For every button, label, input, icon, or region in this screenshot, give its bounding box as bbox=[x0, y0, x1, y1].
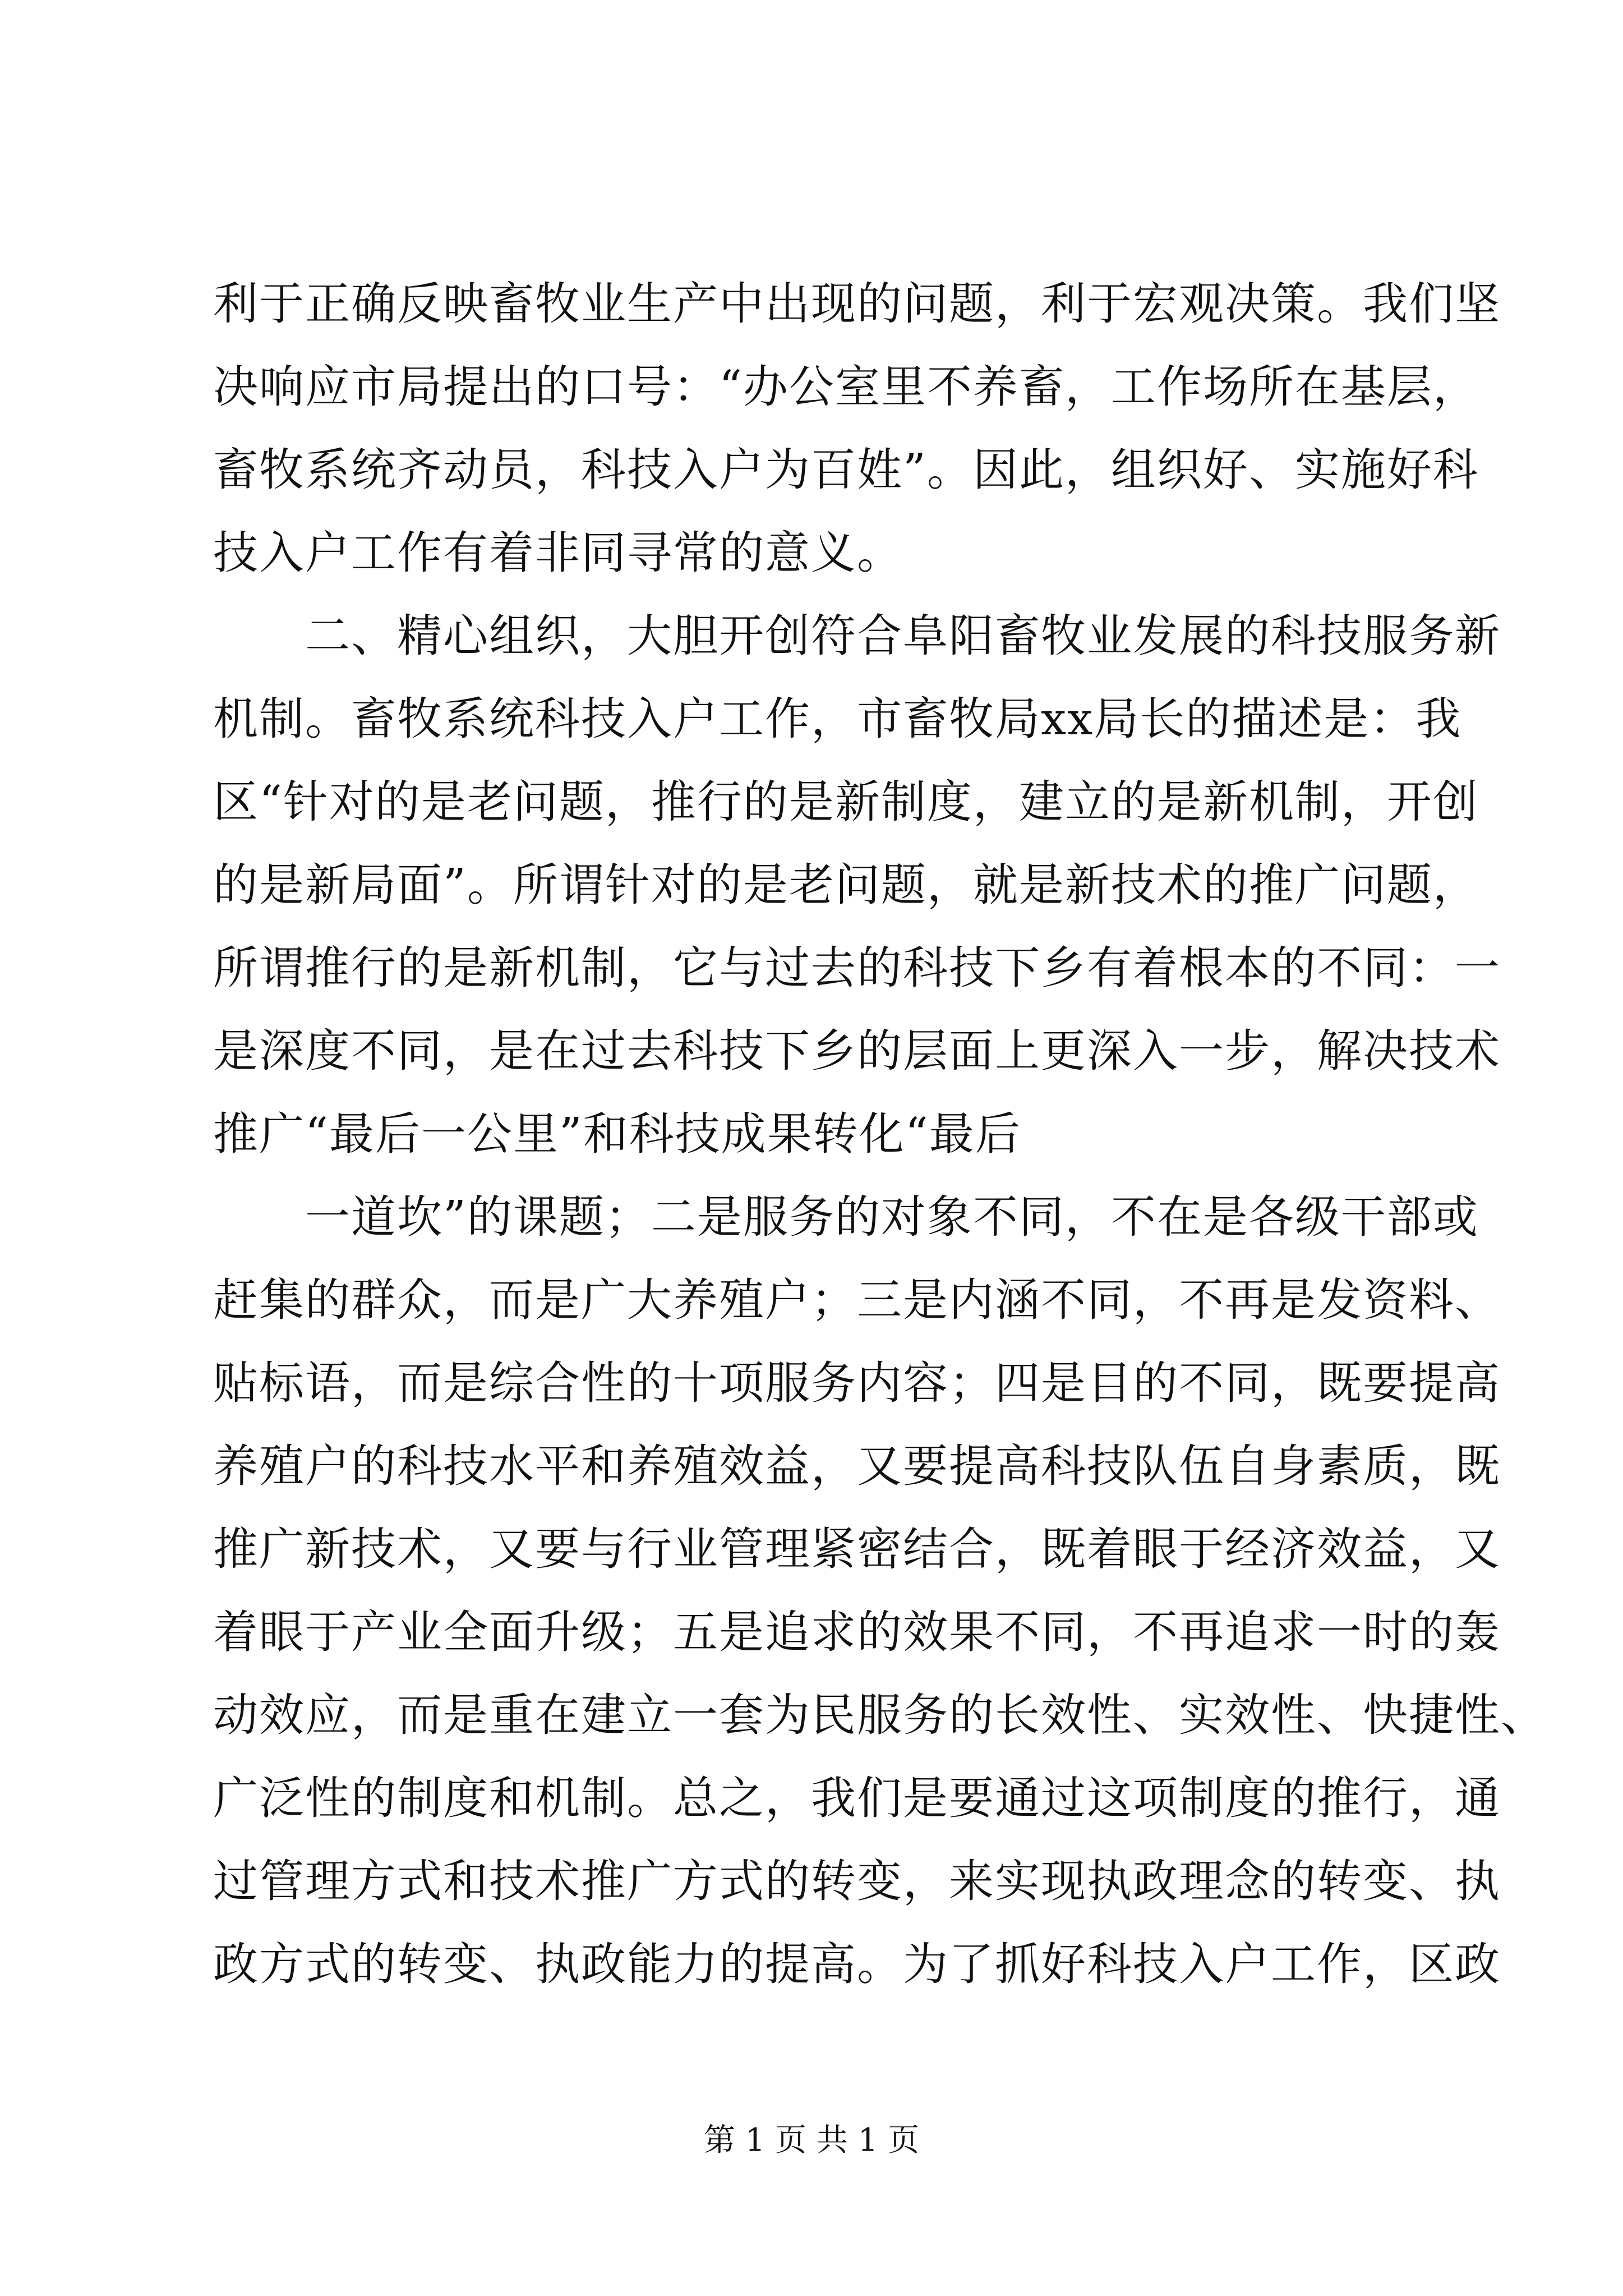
text-line: 养殖户的科技水平和养殖效益，又要提高科技队伍自身素质，既 bbox=[213, 1440, 1501, 1492]
text-line: 广泛性的制度和机制。总之，我们是要通过这项制度的推行，通 bbox=[213, 1772, 1501, 1824]
text-line: 畜牧系统齐动员，科技入户为百姓”。因此，组织好、实施好科 bbox=[213, 444, 1479, 496]
document-body bbox=[213, 263, 1547, 2006]
text-line: 的是新局面”。所谓针对的是老问题，就是新技术的推广问题， bbox=[213, 859, 1479, 911]
text-line: 着眼于产业全面升级；五是追求的效果不同，不再追求一时的轰 bbox=[213, 1606, 1501, 1658]
text-line: 是深度不同，是在过去科技下乡的层面上更深入一步，解决技术 bbox=[213, 1025, 1501, 1077]
text-line: 技入户工作有着非同寻常的意义。 bbox=[213, 527, 903, 579]
text-line: 推广新技术，又要与行业管理紧密结合，既着眼于经济效益，又 bbox=[213, 1523, 1501, 1575]
text-line: 利于正确反映畜牧业生产中出现的问题，利于宏观决策。我们坚 bbox=[213, 278, 1501, 330]
text-line: 过管理方式和技术推广方式的转变，来实现执政理念的转变、执 bbox=[213, 1855, 1501, 1907]
text-line: 动效应，而是重在建立一套为民服务的长效性、实效性、快捷性、 bbox=[213, 1689, 1547, 1741]
page-number: 第 1 页 共 1 页 bbox=[703, 2122, 920, 2159]
text-line: 政方式的转变、执政能力的提高。为了抓好科技入户工作，区政 bbox=[213, 1938, 1501, 1990]
text-line: 决响应市局提出的口号：“办公室里不养畜，工作场所在基层， bbox=[213, 361, 1479, 413]
text-line: 推广“最后一公里”和科技成果转化“最后 bbox=[213, 1108, 1021, 1160]
text-line: 机制。畜牧系统科技入户工作，市畜牧局xx局长的描述是：我 bbox=[213, 693, 1462, 745]
page-footer bbox=[0, 2120, 1623, 2161]
text-line: 一道坎”的课题；二是服务的对象不同，不在是各级干部或 bbox=[305, 1191, 1479, 1243]
text-line: 区“针对的是老问题，推行的是新制度，建立的是新机制，开创 bbox=[213, 776, 1479, 828]
text-line: 所谓推行的是新机制，它与过去的科技下乡有着根本的不同：一 bbox=[213, 942, 1501, 994]
text-line: 二、精心组织，大胆开创符合阜阳畜牧业发展的科技服务新 bbox=[305, 610, 1501, 662]
text-line: 贴标语，而是综合性的十项服务内容；四是目的不同，既要提高 bbox=[213, 1357, 1501, 1409]
text-line: 赶集的群众，而是广大养殖户；三是内涵不同，不再是发资料、 bbox=[213, 1274, 1501, 1326]
